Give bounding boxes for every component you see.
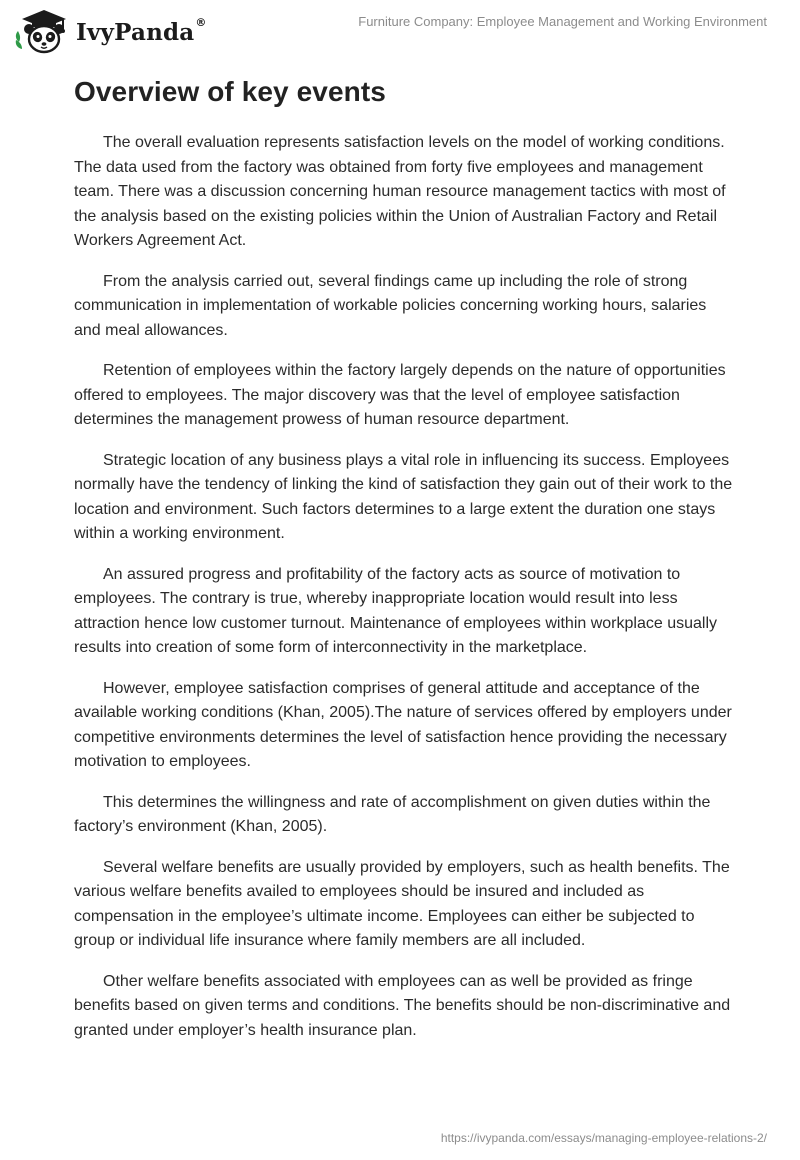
ivypanda-logo[interactable]	[14, 8, 206, 54]
article-body	[74, 74, 734, 1059]
paragraph-6: However, employee satisfaction comprises of general attitude and acceptance of the available working conditions (Khan, 2005).The nature of services offered by employers under competitive environments determines the level of satisfaction hence providing the necessary motivation to employees.	[74, 679, 732, 770]
paragraph-4: Strategic location of any business plays a vital role in influencing its success. Employees normally have the tendency of linking the kind of satisfaction they gain out of their work to the location and environment. Such factors determines to a large extent the duration one stays within a working environment.	[74, 451, 733, 542]
source-url[interactable]: https://ivypanda.com/essays/managing-employee-relations-2/	[440, 1131, 767, 1145]
paragraph-2: From the analysis carried out, several findings came up including the role of strong communication in implementation of workable policies concerning working hours, salaries and meal allowances.	[74, 272, 707, 339]
section-heading: Overview of key events	[74, 76, 386, 107]
paragraph-1: The overall evaluation represents satisfaction levels on the model of working conditions. The data used from the factory was obtained from forty five employees and management team. There was a discussion concerning human resource management tactics with most of the analysis based on the existing policies within the Union of Australian Factory and Retail Workers Agreement Act.	[74, 134, 726, 249]
paragraph-8: Several welfare benefits are usually provided by employers, such as health benefits. The various welfare benefits availed to employees should be insured and included as compensation in the employee’s ultimate income. Employees can either be subjected to group or individual life insurance where family members are all included.	[74, 858, 730, 949]
paragraph-5: An assured progress and profitability of the factory acts as source of motivation to employees. The contrary is true, whereby inappropriate location would result into less attraction hence low customer turnout. Maintenance of employees within workplace usually results into creation of some form of interconnectivity in the marketplace.	[74, 565, 717, 656]
document-title: Furniture Company: Employee Management and Working Environment	[358, 14, 767, 29]
page-header	[0, 0, 800, 60]
registered-mark: ®	[195, 15, 207, 29]
paragraph-7: This determines the willingness and rate of accomplishment on given duties within the factory’s environment (Khan, 2005).	[74, 793, 711, 835]
paragraph-3: Retention of employees within the factory largely depends on the nature of opportunities offered to employees. The major discovery was that the level of employee satisfaction determines the management prowess of human resource department.	[74, 362, 726, 428]
paragraph-9: Other welfare benefits associated with employees can as well be provided as fringe benefits based on given terms and conditions. The benefits should be non-discriminative and granted under employer’s health insurance plan.	[74, 972, 731, 1039]
brand-name: IvyPanda	[76, 18, 195, 46]
panda-graduation-cap-icon	[14, 8, 72, 54]
